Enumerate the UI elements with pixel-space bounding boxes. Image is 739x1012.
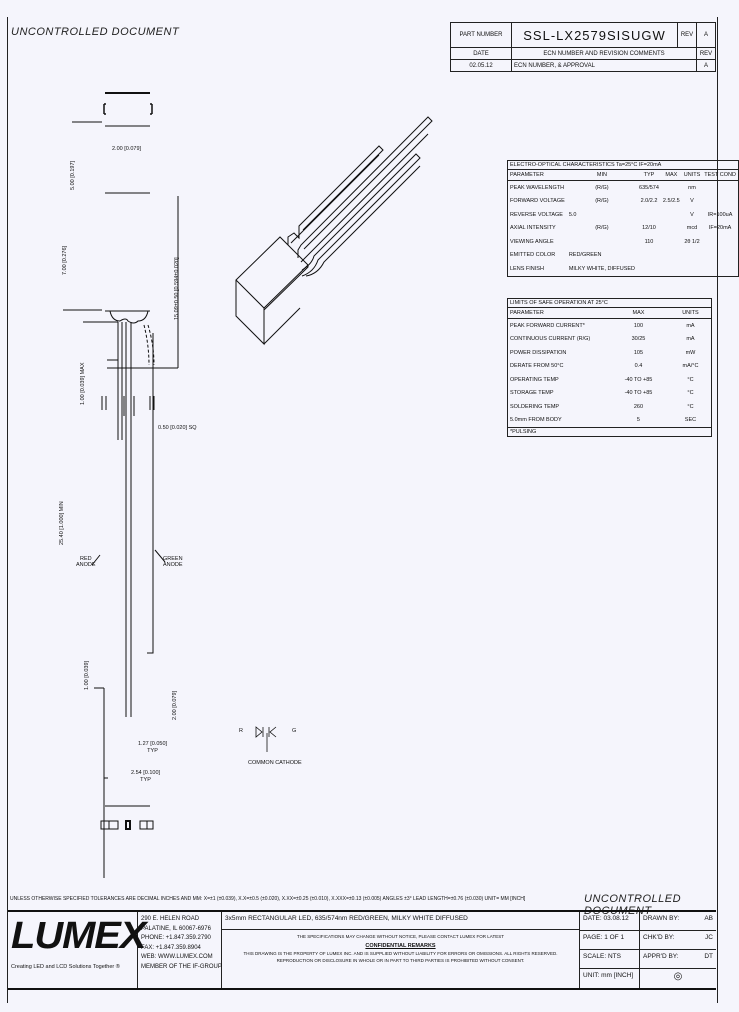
- address-line: WEB: WWW.LUMEX.COM: [141, 954, 213, 960]
- table-cell: 5: [636, 417, 640, 424]
- table-cell: 2.0/2.2: [640, 198, 658, 205]
- table-cell: EMITTED COLOR: [510, 252, 556, 259]
- table-cell: OPERATING TEMP: [510, 376, 559, 383]
- dim-right-bottom: 2.00 [0.079]: [172, 690, 178, 720]
- company-logo-cell: [8, 912, 146, 988]
- table-cell: °C: [687, 403, 694, 410]
- dim-lead-pitch-b: [131, 770, 160, 784]
- table-cell: PEAK WAVELENGTH: [510, 184, 565, 191]
- address-line: PHONE: +1.847.359.2790: [141, 935, 211, 941]
- green-label: GREEN: [163, 556, 183, 562]
- checked-value: JC: [705, 934, 713, 941]
- table-cell: (R/G): [595, 198, 609, 205]
- pitch-a-sub: TYP: [147, 748, 158, 754]
- address-line: PALATINE, IL 60067-6976: [141, 925, 211, 932]
- red-sub: ANODE: [76, 562, 96, 568]
- table-cell: AXIAL INTENSITY: [510, 225, 556, 232]
- col-header: MIN: [567, 170, 637, 181]
- table-cell: 635/574: [639, 184, 659, 191]
- page-label: PAGE:: [583, 934, 603, 941]
- unit-cell: [580, 969, 640, 988]
- table-cell: 30/25: [631, 336, 646, 343]
- pitch-b-sub: TYP: [140, 777, 151, 783]
- part-description: 3x5mm RECTANGULAR LED, 635/574nm RED/GREEN, MILKY WHITE DIFFUSED: [222, 912, 580, 930]
- revision-comment: ECN NUMBER, & APPROVAL: [512, 60, 697, 72]
- approved-value: DT: [704, 953, 713, 960]
- address-line: FAX: +1.847.359.8904: [141, 944, 201, 951]
- dim-lead-square: 0.50 [0.020] SQ: [158, 425, 197, 431]
- col-header: TYP: [637, 170, 661, 181]
- table-cell: 260: [633, 403, 644, 410]
- scale-value: NTS: [607, 953, 621, 960]
- col-header: MAX: [607, 308, 670, 319]
- table-cell: SOLDERING TEMP: [510, 403, 560, 410]
- lumex-logo: LUMEX: [11, 915, 146, 957]
- table-cell: POWER DISSIPATION: [510, 349, 567, 356]
- table-cell: -40 TO +85: [624, 390, 653, 397]
- col-header: PARAMETER: [508, 170, 567, 181]
- col-header: UNITS: [682, 170, 703, 181]
- rev-value: A: [697, 23, 716, 48]
- limits-title: LIMITS OF SAFE OPERATION AT 25°C: [508, 299, 712, 308]
- drawn-label: DRAWN BY:: [643, 915, 680, 922]
- table-cell: 5.0mm FROM BODY: [510, 417, 562, 424]
- ecn-col-label: ECN NUMBER AND REVISION COMMENTS: [512, 48, 697, 60]
- table-cell: mA: [686, 322, 695, 329]
- table-cell: mA/°C: [682, 363, 699, 370]
- schematic-right-label: G: [292, 728, 297, 734]
- table-cell: V: [690, 198, 694, 205]
- table-cell: mcd: [686, 225, 698, 232]
- table-cell: DERATE FROM 50°C: [510, 363, 564, 370]
- table-cell: 0.4: [634, 363, 643, 370]
- table-cell: VIEWING ANGLE: [510, 238, 554, 245]
- remarks-cell: [222, 930, 580, 988]
- address-line: MEMBER OF THE IF-GROUP: [141, 963, 222, 970]
- third-angle-projection-icon: ◎: [673, 971, 683, 982]
- unit-label: UNIT:: [583, 972, 600, 979]
- dim-overall-height: 15.09±0.50 [0.594±0.020]: [174, 257, 180, 320]
- red-label: RED: [79, 556, 92, 562]
- part-number-label: PART NUMBER: [451, 23, 512, 48]
- approved-label: APPR'D BY:: [643, 953, 679, 960]
- address-line: 290 E. HELEN ROAD: [141, 916, 200, 922]
- table-cell: RED/GREEN: [568, 252, 602, 259]
- table-cell: mW: [685, 349, 696, 356]
- limits-footnote: *PULSING: [508, 428, 712, 437]
- table-cell: STORAGE TEMP: [510, 390, 554, 397]
- table-cell: -40 TO +85: [624, 376, 653, 383]
- uncontrolled-watermark-bottom: UNCONTROLLED DOCUMENT: [584, 893, 682, 917]
- revision-rev: A: [697, 60, 716, 72]
- red-anode-label: [76, 556, 96, 568]
- confidential-text: THIS DRAWING IS THE PROPERTY OF LUMEX INC. AND IS SUPPLIED WITHOUT LIABILITY FOR ERRORS OR OMISSIONS. ALL RIGHTS RESERVED.: [243, 951, 558, 956]
- dim-body-height-a: 5.00 [0.197]: [70, 160, 76, 190]
- drawn-by-cell: [640, 912, 716, 931]
- dim-top-width: 2.00 [0.079]: [112, 146, 142, 152]
- part-number: SSL-LX2579SISUGW: [512, 23, 678, 48]
- company-tagline: Creating LED and LCD Solutions Together ®: [11, 964, 120, 970]
- table-cell: REVERSE VOLTAGE: [510, 211, 563, 218]
- scale-label: SCALE:: [583, 953, 607, 960]
- table-cell: 2.5/2.5: [662, 198, 680, 205]
- date-col-label: DATE: [451, 48, 512, 60]
- table-cell: FORWARD VOLTAGE: [510, 198, 565, 205]
- table-cell: °C: [687, 376, 694, 383]
- approved-by-cell: [640, 950, 716, 969]
- pitch-b-value: 2.54 [0.100]: [131, 770, 161, 776]
- confidential-text: REPRODUCTION OR DISCLOSURE IN WHOLE OR IN PART TO THIRD PARTIES IS PROHIBITED WITHOUT CONSENT.: [276, 958, 525, 963]
- table-cell: °C: [687, 390, 694, 397]
- drawn-value: AB: [704, 915, 713, 922]
- isometric-view: [236, 117, 432, 344]
- date-cell: [580, 912, 640, 931]
- table-cell: 100: [633, 322, 644, 329]
- col-header: PARAMETER: [508, 308, 608, 319]
- schematic-left-label: R: [239, 728, 243, 734]
- page-cell: [580, 931, 640, 950]
- table-cell: 12/10: [642, 225, 656, 232]
- table-cell: 110: [644, 238, 654, 245]
- title-block: [8, 910, 716, 990]
- green-sub: ANODE: [163, 562, 183, 568]
- table-cell: MILKY WHITE, DIFFUSED: [568, 265, 636, 272]
- table-cell: PEAK FORWARD CURRENT*: [510, 322, 585, 329]
- schematic-symbol: [256, 727, 276, 752]
- electro-optical-title: ELECTRO-OPTICAL CHARACTERISTICS Ta=25°C IF=20mA: [508, 161, 739, 170]
- table-cell: IR=100uA: [707, 211, 733, 218]
- dim-lead-pitch-a: [138, 741, 167, 755]
- page-value: 1 OF 1: [604, 934, 625, 941]
- dim-lead-length: 25.40 [1.000] MIN: [59, 501, 65, 545]
- table-cell: SEC: [684, 417, 697, 424]
- table-cell: V: [690, 211, 694, 218]
- table-cell: 5.0: [568, 211, 577, 218]
- table-cell: IF=20mA: [708, 225, 732, 232]
- rev-col-label: REV: [697, 48, 716, 60]
- date-label: DATE:: [583, 915, 602, 922]
- table-cell: nm: [688, 184, 696, 191]
- table-cell: 105: [633, 349, 644, 356]
- checked-label: CHK'D BY:: [643, 934, 675, 941]
- checked-by-cell: [640, 931, 716, 950]
- col-header: UNITS: [670, 308, 712, 319]
- dim-lead-stop: 1.00 [0.039] MAX: [80, 362, 86, 405]
- tolerance-note: UNLESS OTHERWISE SPECIFIED TOLERANCES ARE DECIMAL INCHES AND MM: X=±1 (±0.039), X.X=±0.5 (±0.020), X.XX=±0.25 (±0.010), X.XXX=±0.13 (±0.005) ANGLES ±3° LEAD LENGTH=±0.76 (±0.030) UNIT= MM [INCH]: [10, 896, 526, 902]
- scale-cell: [580, 950, 640, 969]
- table-cell: (R/G): [595, 184, 609, 191]
- common-cathode-label: COMMON CATHODE: [248, 760, 302, 766]
- confidential-title: CONFIDENTIAL REMARKS: [365, 943, 436, 949]
- unit-value: mm [INCH]: [601, 972, 634, 979]
- revision-date: 02.05.12: [451, 60, 512, 72]
- col-header: TEST COND: [702, 170, 738, 181]
- table-cell: 2θ 1/2: [684, 238, 700, 245]
- table-cell: LENS FINISH: [510, 265, 544, 272]
- dim-short-lead: 1.00 [0.039]: [84, 660, 90, 690]
- table-cell: (R/G): [595, 225, 609, 232]
- pitch-a-value: 1.27 [0.050]: [138, 741, 168, 747]
- dim-body-height-b: 7.00 [0.276]: [62, 245, 68, 275]
- spec-change-note: THE SPECIFICATIONS MAY CHANGE WITHOUT NOTICE, PLEASE CONTACT LUMEX FOR LATEST: [297, 934, 504, 939]
- table-cell: CONTINUOUS CURRENT (R/G): [510, 336, 591, 343]
- table-cell: mA: [686, 336, 695, 343]
- date-value: 03.08.12: [603, 915, 629, 922]
- green-anode-label: [163, 556, 183, 568]
- col-header: MAX: [661, 170, 682, 181]
- company-address: [138, 912, 222, 988]
- rev-label: REV: [678, 23, 697, 48]
- uncontrolled-watermark-top: UNCONTROLLED DOCUMENT: [11, 26, 180, 38]
- front-view: [63, 93, 178, 878]
